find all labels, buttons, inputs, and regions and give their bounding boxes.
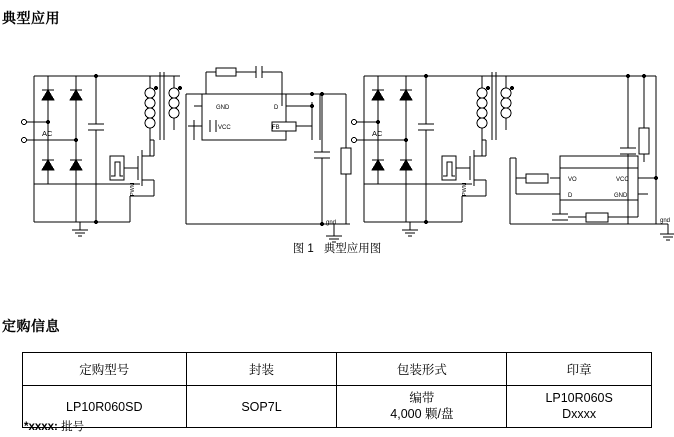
figure-caption-text: 典型应用图 xyxy=(323,243,382,255)
typical-application-figure xyxy=(20,44,671,226)
label-ac-left: AC xyxy=(42,129,53,138)
label-ic-right-gnd: GND xyxy=(614,193,628,199)
label-gnd-right: gnd xyxy=(660,218,671,224)
figure-caption xyxy=(0,240,674,256)
label-ic-left-vcc: VCC xyxy=(218,125,231,131)
label-pwm-right: PWM xyxy=(462,182,468,196)
column-header-model: 定购型号 xyxy=(23,353,187,386)
cell-marking-line2: Dxxxx xyxy=(562,406,597,421)
cell-packing xyxy=(337,386,507,428)
label-ic-left-gnd: GND xyxy=(216,105,230,111)
circuit-diagram-svg xyxy=(20,44,671,226)
label-ic-left-fb: FB xyxy=(272,125,280,131)
cell-packing-line2: 4,000 颗/盘 xyxy=(390,406,454,421)
cell-package: SOP7L xyxy=(186,386,337,428)
label-ic-right-vcc: VCC xyxy=(616,177,629,183)
section-title-order-info: 定购信息 xyxy=(2,318,60,334)
label-ic-left-d: D xyxy=(274,105,279,111)
section-title-typical-application: 典型应用 xyxy=(2,10,60,26)
table-note-bold: *xxxx: xyxy=(24,421,58,433)
table-note-rest: 批号 xyxy=(57,421,85,433)
column-header-package: 封装 xyxy=(186,353,337,386)
cell-model: LP10R060SD xyxy=(23,386,187,428)
label-gnd-left: gnd xyxy=(326,220,337,226)
label-pwm-left: PWM xyxy=(130,182,136,196)
column-header-marking: 印章 xyxy=(507,353,652,386)
table-row xyxy=(23,386,652,428)
cell-packing-line1: 编带 xyxy=(409,391,435,405)
label-ac-right: AC xyxy=(372,129,383,138)
cell-marking-line1: LP10R060S xyxy=(545,391,613,405)
table-header-row xyxy=(23,353,652,386)
label-ic-right-vo: VO xyxy=(568,177,577,183)
order-info-table xyxy=(22,352,652,428)
cell-marking xyxy=(507,386,652,428)
label-ic-right-d: D xyxy=(568,193,573,199)
table-note xyxy=(24,418,84,434)
column-header-packing: 包装形式 xyxy=(337,353,507,386)
figure-caption-number: 图 1 xyxy=(292,243,314,255)
